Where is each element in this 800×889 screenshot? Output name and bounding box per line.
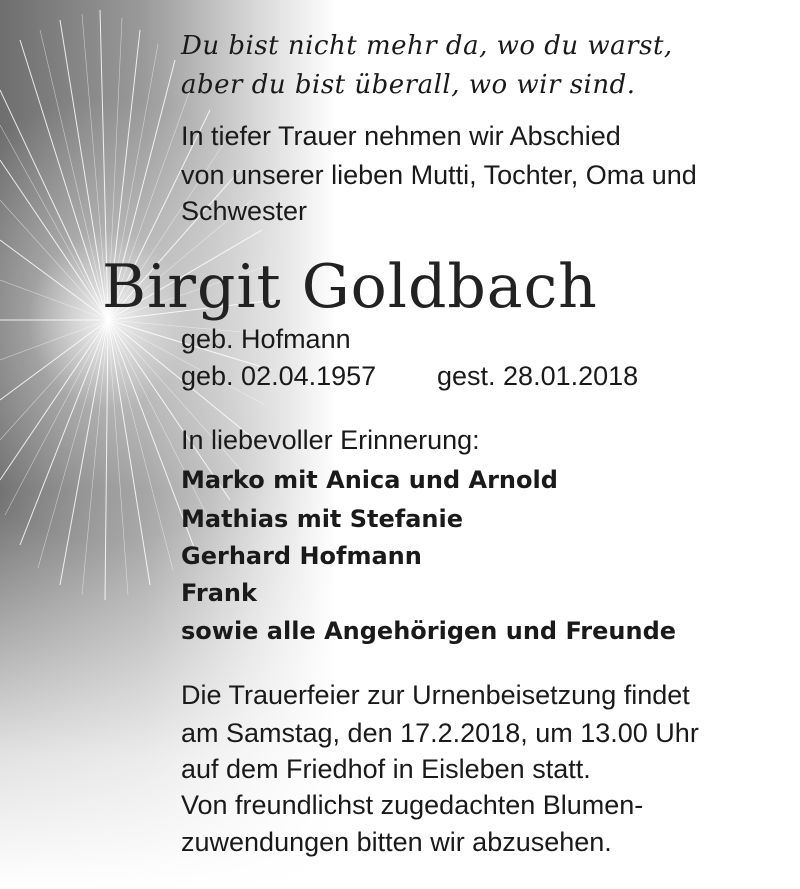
mourner-name: Mathias mit Stefanie — [181, 505, 464, 533]
intro-line-3: Schwester — [181, 196, 308, 226]
quote-line-2: aber du bist überall, wo wir sind. — [181, 70, 636, 100]
service-line-4: Von freundlichst zugedachten Blumen- — [181, 790, 644, 820]
mourner-name: Frank — [181, 579, 257, 607]
maiden-name: geb. Hofmann — [181, 324, 351, 354]
death-date: gest. 28.01.2018 — [437, 361, 639, 391]
service-line-2: am Samstag, den 17.2.2018, um 13.00 Uhr — [181, 718, 699, 748]
mourner-name: sowie alle Angehörigen und Freunde — [181, 617, 677, 645]
quote-line-1: Du bist nicht mehr da, wo du warst, — [181, 31, 673, 61]
mourner-name: Gerhard Hofmann — [181, 542, 422, 570]
deceased-name: Birgit Goldbach — [102, 252, 598, 322]
service-line-3: auf dem Friedhof in Eisleben statt. — [181, 754, 591, 784]
intro-line-2: von unserer lieben Mutti, Tochter, Oma und — [181, 160, 697, 190]
mourners-heading: In liebevoller Erinnerung: — [181, 425, 480, 455]
service-line-5: zuwendungen bitten wir abzusehen. — [181, 827, 612, 857]
intro-line-1: In tiefer Trauer nehmen wir Abschied — [181, 121, 621, 151]
mourner-name: Marko mit Anica und Arnold — [181, 466, 558, 494]
service-line-1: Die Trauerfeier zur Urnenbeisetzung findet — [181, 680, 690, 710]
birth-date: geb. 02.04.1957 — [181, 361, 377, 391]
